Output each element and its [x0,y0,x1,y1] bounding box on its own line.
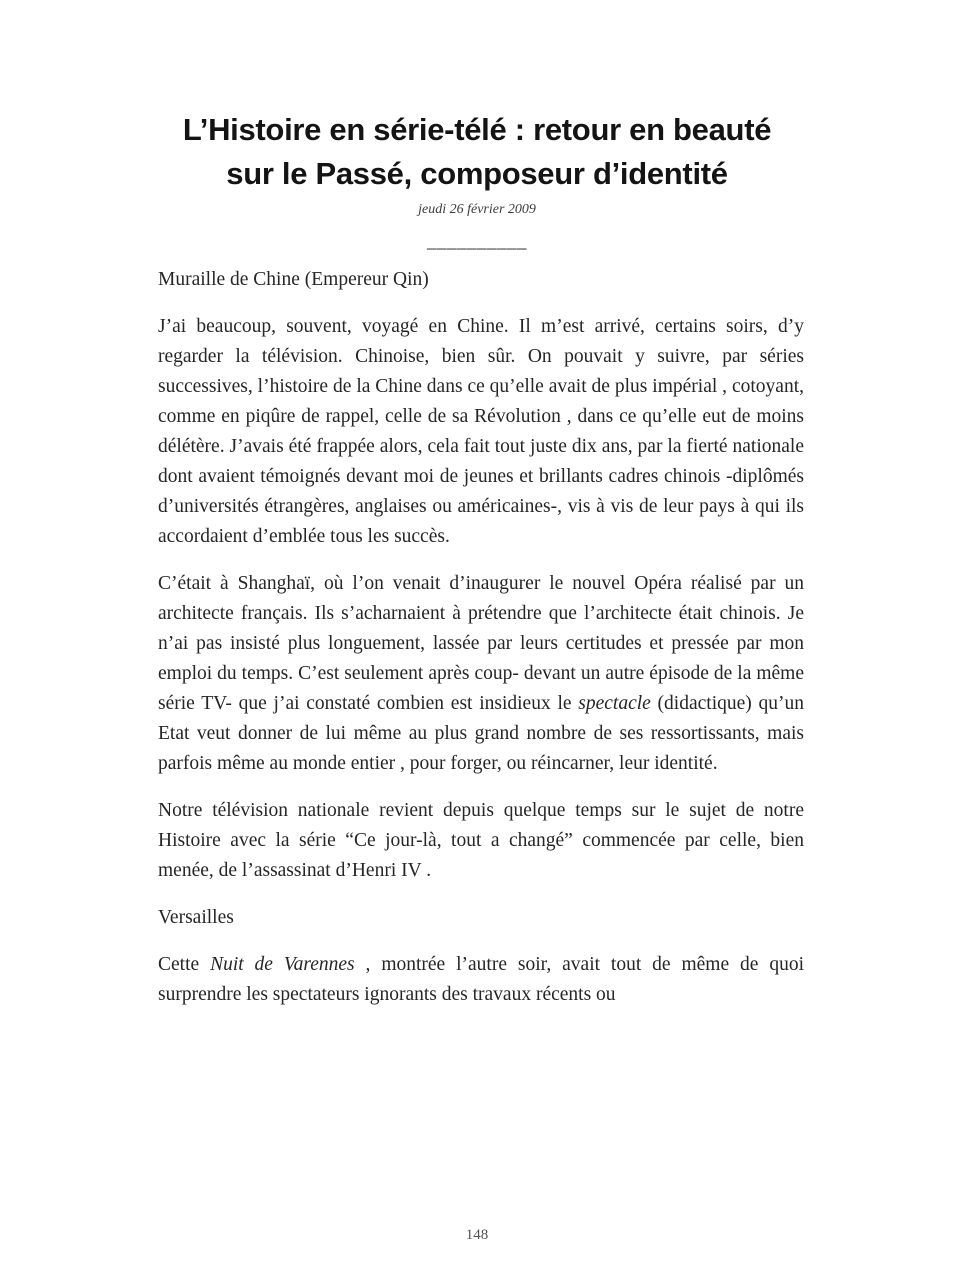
paragraph-shanghai-opera [158,569,804,779]
text-run: Muraille de Chine (Empereur Qin) [158,269,429,290]
paragraph-china-tv [158,312,804,552]
subheading-versailles [158,903,804,933]
page-number: 148 [465,1227,489,1243]
text-run: Notre télévision nationale revient depuis quelque temps sur le sujet de notre Histoire avec la série “Ce jour-là, tout a changé” commencée par celle, bien menée, de l’assassinat d’Henri IV . [158,800,804,881]
text-run: J’ai beaucoup, souvent, voyagé en Chine. Il m’est arrivé, certains soirs, d’y regarder la télévision. Chinoise, bien sûr. On pouvait y suivre, par séries successives, l’histoire de la Chine dans ce qu’elle avait de plus impérial , cotoyant, comme en piqûre de rappel, celle de sa Révolution , dans ce qu’elle eut de moins délétère. J’avais été frappée alors, cela fait tout juste dix ans, par la fierté nationale dont avaient témoignés devant moi de jeunes et brillants cadres chinois -diplômés d’universités étrangères, anglaises ou américaines-, vis à vis de leur pays à qui ils accordaient d’emblée tous les succès. [158,316,804,547]
article-body [158,265,804,1010]
text-run: Cette [158,954,211,975]
article-date: jeudi 26 février 2009 [418,202,536,217]
paragraph-nuit-de-varennes [158,950,804,1010]
text-run: C’était à Shanghaï, où l’on venait d’inaugurer le nouvel Opéra réalisé par un architecte français. Ils s’acharnaient à prétendre que l’architecte était chinois. Je n’ai pas insisté plus longuement, lassée par leurs certitudes et pressée par mon emploi du temps. C’est seulement après coup- devant un autre épisode de la même série TV- que j’ai constaté combien est insidieux le [158,573,804,714]
text-run: (didactique) qu’un Etat veut donner de lui même au plus grand nombre de ses ressortissants, mais parfois même au monde entier , pour forger, ou réincarner, leur identité. [158,693,805,774]
article-title: L’Histoire en série-télé : retour en beauté sur le Passé, composeur d’identité [182,112,772,191]
image-caption [158,265,804,295]
italic-text-run: spectacle [578,693,651,714]
text-run: , montrée l’autre soir, avait tout de même de quoi surprendre les spectateurs ignorants des travaux récents ou [158,954,805,1005]
italic-text-run: Nuit de Varennes [210,954,355,975]
paragraph-television-nationale [158,796,804,886]
text-run: Versailles [158,907,234,928]
separator-line: __________ [427,231,527,252]
